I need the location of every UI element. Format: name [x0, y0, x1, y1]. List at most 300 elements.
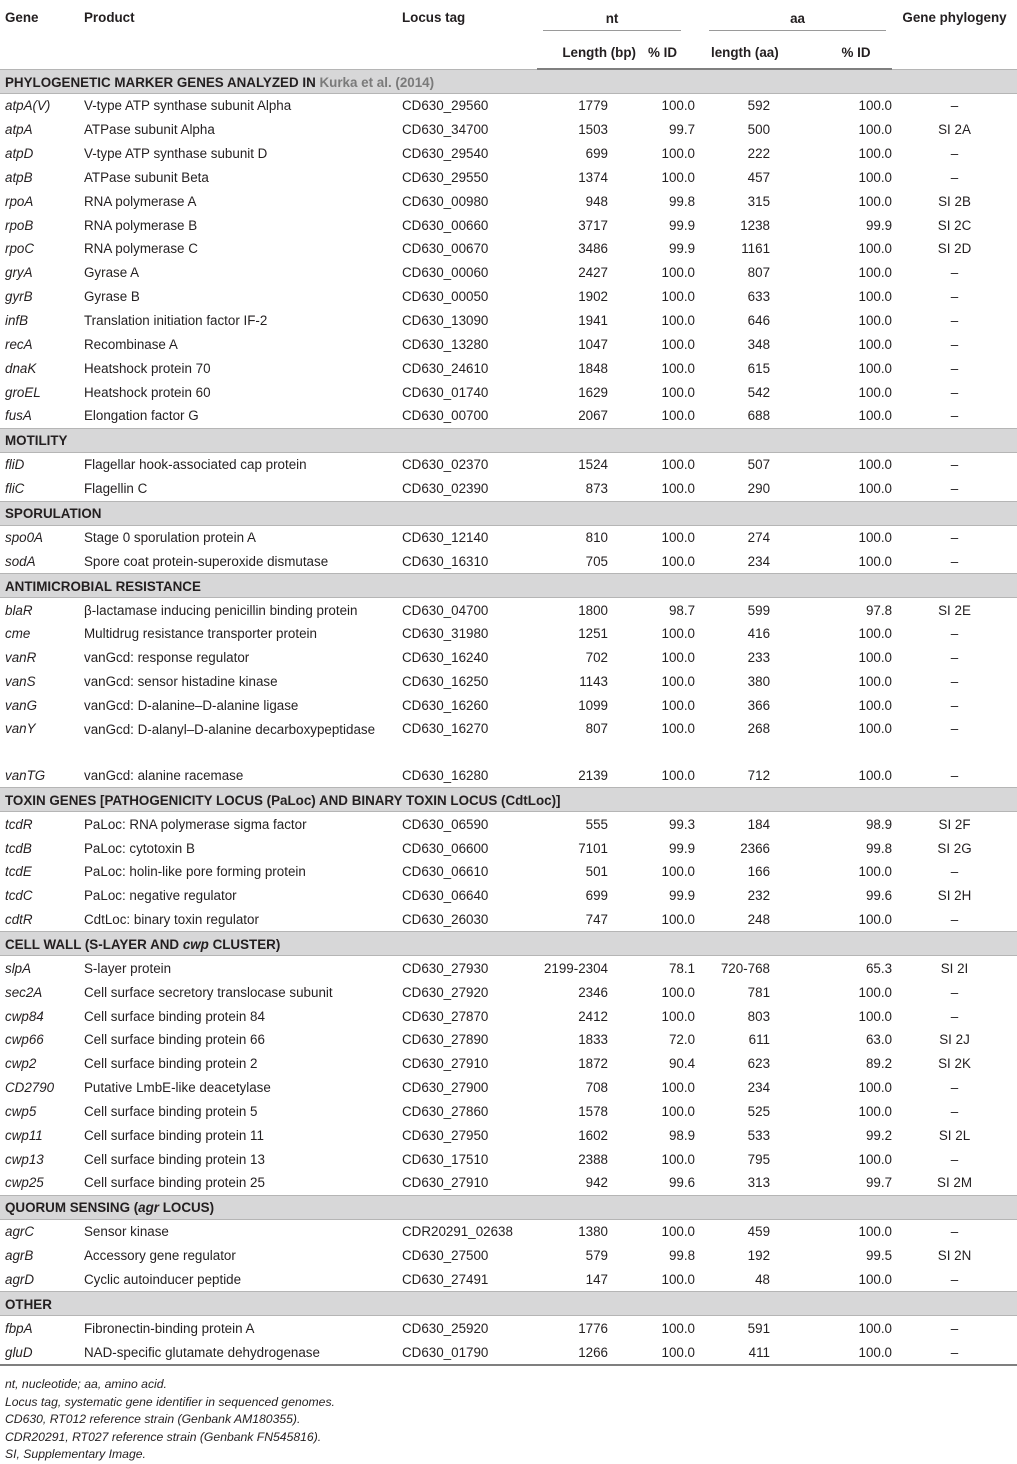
aa-id-cell: 100.0: [858, 1008, 893, 1024]
product-cell: PaLoc: negative regulator: [84, 888, 237, 904]
nt-id-cell: 100.0: [661, 1320, 696, 1336]
gene-cell: gluD: [0, 1340, 79, 1365]
section-title-italic: agr: [138, 1200, 160, 1216]
nt-id-cell: 99.9: [668, 888, 696, 904]
table-row: [0, 1004, 1017, 1028]
gene-phylogeny-cell: SI 2B: [938, 193, 971, 209]
gene-cell: tcdR: [5, 816, 33, 832]
nt-length-cell: 1902: [578, 289, 608, 305]
gene-cell: dnaK: [5, 360, 37, 376]
aa-id-cell: 99.8: [865, 840, 893, 856]
aa-length-cell: 411: [695, 1340, 820, 1365]
locus-tag-cell: CD630_16260: [402, 697, 489, 713]
nt-id-cell: 99.3: [668, 816, 696, 832]
table-row: [0, 908, 1017, 932]
table-row: [0, 189, 1017, 213]
aa-length-cell: 500: [747, 122, 771, 138]
product-cell: Gyrase B: [84, 289, 140, 305]
locus-tag-cell: CD630_27500: [402, 1248, 489, 1264]
nt-length-cell: 2412: [578, 1008, 608, 1024]
gene-phylogeny-cell: –: [950, 984, 959, 1000]
nt-id-cell: 99.8: [668, 1248, 696, 1264]
aa-id-cell: 100.0: [858, 169, 893, 185]
aa-id-cell: 100.0: [858, 674, 893, 690]
nt-id-cell: 99.9: [668, 217, 696, 233]
locus-tag-cell: CD630_00050: [402, 289, 489, 305]
gene-phylogeny-cell: –: [950, 408, 959, 424]
table-row: [0, 622, 1017, 646]
aa-length-cell: 313: [747, 1175, 771, 1191]
product-cell: β-lactamase inducing penicillin binding protein: [84, 602, 358, 618]
aa-length-cell: 290: [747, 481, 771, 497]
footnote: Locus tag, systematic gene identifier in sequenced genomes.: [5, 1394, 335, 1409]
gene-phylogeny-cell: –: [950, 529, 959, 545]
nt-length-cell: 1776: [578, 1320, 608, 1336]
gene-cell: vanR: [5, 650, 37, 666]
product-cell: Heatshock protein 60: [84, 384, 211, 400]
aa-id-cell: 100.0: [858, 241, 893, 257]
section-header: [0, 69, 1017, 94]
product-cell: Flagellar hook-associated cap protein: [84, 457, 307, 473]
nt-length-cell: 942: [585, 1175, 608, 1191]
aa-length-cell: 507: [747, 457, 771, 473]
aa-id-cell: 100.0: [858, 650, 893, 666]
aa-length-cell: 233: [747, 650, 771, 666]
table-row: [0, 332, 1017, 356]
nt-id-cell: 100.0: [642, 1340, 695, 1365]
locus-tag-cell: CD630_00670: [402, 241, 489, 257]
aa-id-cell: 100.0: [858, 122, 893, 138]
gene-cell: agrB: [5, 1248, 34, 1264]
nt-id-cell: 99.7: [668, 122, 696, 138]
product-cell: Cell surface binding protein 25: [84, 1175, 265, 1191]
section-header: [0, 788, 1017, 812]
nt-id-cell: 99.9: [668, 241, 696, 257]
table-row: [0, 836, 1017, 860]
aa-length-cell: 720-768: [720, 960, 771, 976]
gene-phylogeny-cell: –: [950, 384, 959, 400]
gene-cell: tcdB: [5, 840, 32, 856]
aa-length-cell: 599: [747, 602, 771, 618]
locus-tag-cell: CD630_01790: [397, 1340, 537, 1365]
gene-cell: sec2A: [5, 984, 43, 1000]
aa-id-cell: 99.5: [865, 1248, 893, 1264]
aa-id-cell: 100.0: [858, 313, 893, 329]
aa-id-cell: 100.0: [858, 1151, 893, 1167]
aa-length-cell: 184: [747, 816, 771, 832]
table-row: [0, 549, 1017, 573]
locus-tag-cell: CD630_16250: [402, 674, 489, 690]
locus-tag-cell: CD630_00660: [402, 217, 489, 233]
table-row: [0, 980, 1017, 1004]
nt-id-cell: 100.0: [661, 169, 696, 185]
aa-length-cell: 633: [747, 289, 771, 305]
nt-length-cell: 873: [585, 481, 608, 497]
gene-cell: cme: [5, 626, 31, 642]
gene-phylogeny-cell: –: [950, 912, 959, 928]
product-cell: Putative LmbE-like deacetylase: [84, 1080, 271, 1096]
header-product: Product: [84, 10, 135, 25]
aa-length-cell: 366: [747, 697, 771, 713]
product-cell: Recombinase A: [84, 336, 178, 352]
nt-id-cell: 100.0: [661, 146, 696, 162]
product-cell: Cell surface binding protein 66: [84, 1032, 265, 1048]
nt-id-cell: 100.0: [661, 697, 696, 713]
aa-length-cell: 688: [747, 408, 771, 424]
gene-cell: vanG: [5, 697, 38, 713]
aa-id-cell: 100.0: [858, 1080, 893, 1096]
nt-length-cell: 555: [585, 816, 608, 832]
nt-length-cell: 1800: [578, 602, 608, 618]
header-nt-id: % ID: [642, 36, 695, 69]
locus-tag-cell: CD630_06600: [402, 840, 489, 856]
aa-length-cell: 623: [747, 1056, 771, 1072]
locus-tag-cell: CD630_31980: [402, 626, 489, 642]
gene-phylogeny-cell: SI 2E: [938, 602, 971, 618]
locus-tag-cell: CD630_01740: [402, 384, 489, 400]
locus-tag-cell: CD630_12140: [402, 529, 489, 545]
gene-cell: blaR: [5, 602, 33, 618]
nt-length-cell: 1941: [578, 313, 608, 329]
product-cell: V-type ATP synthase subunit Alpha: [84, 98, 292, 114]
locus-tag-cell: CD630_27910: [402, 1175, 489, 1191]
aa-id-cell: 89.2: [865, 1056, 893, 1072]
gene-phylogeny-cell: SI 2H: [937, 888, 972, 904]
table-row: [0, 237, 1017, 261]
gene-phylogeny-cell: –: [950, 1080, 959, 1096]
footnote: SI, Supplementary Image.: [5, 1447, 146, 1462]
nt-length-cell: 2427: [578, 265, 608, 281]
gene-cell: atpA: [5, 122, 33, 138]
aa-length-cell: 2366: [740, 840, 771, 856]
aa-length-cell: 781: [747, 984, 771, 1000]
aa-id-cell: 100.0: [858, 721, 893, 737]
nt-id-cell: 99.9: [668, 840, 696, 856]
gene-phylogeny-cell: –: [950, 98, 959, 114]
aa-id-cell: 100.0: [858, 265, 893, 281]
product-cell: Cell surface binding protein 2: [84, 1056, 258, 1072]
gene-phylogeny-cell: –: [950, 1103, 959, 1119]
nt-id-cell: 100.0: [661, 721, 696, 737]
gene-phylogeny-cell: SI 2I: [940, 960, 969, 976]
aa-id-cell: 100.0: [858, 626, 893, 642]
table-row: [0, 285, 1017, 309]
aa-length-cell: 533: [747, 1127, 771, 1143]
nt-length-cell: 2388: [578, 1151, 608, 1167]
header-gene: Gene: [5, 10, 39, 25]
nt-id-cell: 98.7: [668, 602, 696, 618]
product-cell: Heatshock protein 70: [84, 360, 211, 376]
gene-cell: infB: [5, 313, 29, 329]
aa-id-cell: 100.0: [858, 1320, 893, 1336]
nt-id-cell: 100.0: [661, 360, 696, 376]
table-row: [0, 166, 1017, 190]
nt-id-cell: 100.0: [661, 98, 696, 114]
aa-length-cell: 611: [748, 1032, 771, 1048]
aa-length-cell: 234: [747, 1080, 771, 1096]
aa-id-cell: 100.0: [858, 481, 893, 497]
nt-length-cell: 147: [585, 1272, 608, 1288]
aa-id-cell: 99.6: [865, 888, 893, 904]
gene-cell: cwp2: [5, 1056, 37, 1072]
product-cell: Elongation factor G: [84, 408, 199, 424]
aa-length-cell: 795: [747, 1151, 771, 1167]
section-title: OTHER: [5, 1296, 52, 1312]
nt-length-cell: 1602: [578, 1127, 608, 1143]
locus-tag-cell: CD630_29550: [402, 169, 489, 185]
locus-tag-cell: CD630_27950: [402, 1127, 489, 1143]
nt-length-cell: 2139: [578, 767, 608, 783]
nt-length-cell: 2346: [578, 984, 608, 1000]
product-cell: Accessory gene regulator: [84, 1248, 236, 1264]
aa-id-cell: 100.0: [858, 289, 893, 305]
aa-id-cell: 100.0: [858, 408, 893, 424]
nt-length-cell: 1503: [578, 122, 608, 138]
header-nt: nt: [543, 11, 681, 31]
table-row: [0, 1171, 1017, 1195]
gene-cell: cwp11: [5, 1127, 43, 1143]
product-cell: vanGcd: sensor histadine kinase: [84, 674, 278, 690]
aa-id-cell: 100.0: [858, 864, 893, 880]
product-cell: vanGcd: D-alanyl–D-alanine decarboxypeptidase: [84, 722, 376, 738]
product-cell: RNA polymerase B: [84, 217, 198, 233]
gene-phylogeny-cell: SI 2L: [938, 1127, 971, 1143]
nt-length-cell: 1872: [578, 1056, 608, 1072]
nt-length-cell: 699: [585, 146, 608, 162]
nt-id-cell: 100.0: [661, 408, 696, 424]
aa-length-cell: 459: [747, 1224, 771, 1240]
aa-length-cell: 232: [747, 888, 771, 904]
footnote: CDR20291, RT027 reference strain (Genbank FN545816).: [5, 1429, 322, 1444]
nt-id-cell: 100.0: [661, 336, 696, 352]
gene-phylogeny-cell: –: [950, 265, 959, 281]
footnote: nt, nucleotide; aa, amino acid.: [5, 1377, 167, 1391]
nt-length-cell: 1251: [578, 626, 608, 642]
nt-id-cell: 90.4: [668, 1056, 696, 1072]
locus-tag-cell: CD630_27910: [402, 1056, 489, 1072]
aa-id-cell: 100.0: [858, 1272, 893, 1288]
section-header: [0, 932, 1017, 956]
nt-length-cell: 3486: [578, 241, 608, 257]
header-aa: aa: [709, 11, 886, 31]
gene-cell: cwp13: [5, 1151, 44, 1167]
gene-phylogeny-cell: –: [950, 457, 959, 473]
header-locus-tag: Locus tag: [402, 10, 466, 25]
aa-length-cell: 1161: [741, 241, 771, 257]
gene-cell: fusA: [5, 408, 32, 424]
nt-id-cell: 100.0: [661, 1151, 696, 1167]
aa-id-cell: 65.3: [865, 960, 893, 976]
table-row: [0, 763, 1017, 787]
gene-phylogeny-cell: –: [950, 721, 959, 737]
gene-phylogeny-cell: –: [950, 650, 959, 666]
nt-id-cell: 99.6: [668, 1175, 696, 1191]
table-row: [0, 717, 1017, 763]
nt-id-cell: 100.0: [661, 481, 696, 497]
gene-cell: gyrB: [5, 289, 33, 305]
section-title: TOXIN GENES [PATHOGENICITY LOCUS (PaLoc) AND BINARY TOXIN LOCUS (CdtLoc)]: [5, 792, 561, 808]
nt-id-cell: 100.0: [661, 265, 696, 281]
section-header: [0, 501, 1017, 525]
aa-id-cell: 100.0: [858, 767, 893, 783]
gene-phylogeny-cell: SI 2C: [937, 217, 972, 233]
gene-cell: fbpA: [5, 1320, 33, 1336]
locus-tag-cell: CD630_25920: [402, 1320, 489, 1336]
citation-link[interactable]: Kurka et al. (2014): [319, 74, 435, 90]
gene-phylogeny-cell: –: [950, 169, 959, 185]
nt-length-cell: 702: [585, 650, 608, 666]
aa-id-cell: 100.0: [858, 146, 893, 162]
aa-length-cell: 807: [747, 265, 771, 281]
section-header: [0, 1292, 1017, 1316]
locus-tag-cell: CD630_06590: [402, 816, 489, 832]
gene-phylogeny-cell: SI 2K: [938, 1056, 971, 1072]
gene-phylogeny-cell: –: [950, 626, 959, 642]
gene-cell: recA: [5, 336, 33, 352]
locus-tag-cell: CD630_16270: [402, 721, 489, 737]
gene-cell: slpA: [5, 960, 32, 976]
locus-tag-cell: CD630_27491: [402, 1272, 489, 1288]
product-cell: RNA polymerase A: [84, 193, 197, 209]
nt-id-cell: 100.0: [661, 626, 696, 642]
nt-length-cell: 948: [585, 193, 608, 209]
product-cell: Spore coat protein-superoxide dismutase: [84, 553, 329, 569]
nt-length-cell: 1099: [578, 697, 608, 713]
nt-id-cell: 72.0: [668, 1032, 696, 1048]
aa-id-cell: 100.0: [858, 193, 893, 209]
locus-tag-cell: CD630_27930: [402, 960, 489, 976]
product-cell: Cell surface binding protein 13: [84, 1151, 265, 1167]
nt-id-cell: 100.0: [661, 864, 696, 880]
product-cell: ATPase subunit Beta: [84, 169, 209, 185]
section-title-pre: CELL WALL (S-LAYER AND: [5, 936, 183, 952]
nt-length-cell: 708: [585, 1080, 608, 1096]
nt-id-cell: 100.0: [661, 984, 696, 1000]
gene-phylogeny-cell: SI 2D: [937, 241, 972, 257]
product-cell: Multidrug resistance transporter protein: [84, 626, 317, 642]
aa-length-cell: 234: [747, 553, 771, 569]
product-cell: Cell surface binding protein 11: [84, 1127, 264, 1143]
aa-id-cell: 99.9: [865, 217, 893, 233]
nt-id-cell: 100.0: [661, 767, 696, 783]
gene-cell: vanS: [5, 674, 36, 690]
aa-length-cell: 457: [747, 169, 771, 185]
locus-tag-cell: CD630_27920: [402, 984, 489, 1000]
gene-cell: fliC: [5, 481, 25, 497]
nt-length-cell: 1629: [578, 384, 608, 400]
locus-tag-cell: CD630_29560: [402, 98, 489, 114]
nt-length-cell: 1047: [578, 336, 608, 352]
product-cell: PaLoc: cytotoxin B: [84, 840, 195, 856]
nt-id-cell: 100.0: [661, 313, 696, 329]
aa-id-cell: 100.0: [858, 553, 893, 569]
gene-cell: tcdE: [5, 864, 32, 880]
header-aa-length: length (aa): [695, 36, 820, 69]
gene-phylogeny-cell: –: [950, 146, 959, 162]
gene-phylogeny-cell: –: [950, 1272, 959, 1288]
gene-phylogeny-cell: –: [950, 289, 959, 305]
product-cell: vanGcd: alanine racemase: [84, 767, 244, 783]
gene-cell: atpA(V): [5, 98, 51, 114]
gene-cell: vanTG: [5, 767, 46, 783]
table-row: [0, 1316, 1017, 1340]
section-title-pre: QUORUM SENSING (: [5, 1200, 139, 1216]
section-title: ANTIMICROBIAL RESISTANCE: [5, 578, 201, 594]
aa-length-cell: 1238: [740, 217, 771, 233]
aa-length-cell: 712: [747, 767, 771, 783]
aa-length-cell: 315: [747, 193, 771, 209]
table-row: [0, 598, 1017, 622]
nt-length-cell: 2199-2304: [543, 960, 608, 976]
table-row: [0, 142, 1017, 166]
gene-cell: rpoB: [5, 217, 34, 233]
section-title-italic: cwp: [182, 936, 209, 952]
nt-length-cell: 1848: [578, 360, 608, 376]
nt-length-cell: 1578: [578, 1103, 608, 1119]
nt-length-cell: 2067: [578, 408, 608, 424]
nt-id-cell: 100.0: [661, 1103, 696, 1119]
gene-phylogeny-cell: –: [950, 481, 959, 497]
table-header: [0, 0, 1017, 69]
gene-cell: cwp66: [5, 1032, 44, 1048]
nt-id-cell: 100.0: [661, 674, 696, 690]
gene-phylogeny-cell: SI 2N: [937, 1248, 972, 1264]
table-row: [0, 261, 1017, 285]
nt-id-cell: 99.8: [668, 193, 696, 209]
gene-phylogeny-cell: –: [950, 864, 959, 880]
gene-phylogeny-cell: –: [950, 1320, 959, 1336]
gene-phylogeny-cell: –: [950, 767, 959, 783]
header-gene-phylogeny: Gene phylogeny: [902, 10, 1007, 25]
nt-length-cell: 501: [585, 864, 608, 880]
aa-length-cell: 248: [747, 912, 771, 928]
table-row: [0, 356, 1017, 380]
aa-id-cell: 100.0: [858, 457, 893, 473]
gene-cell: rpoA: [5, 193, 34, 209]
section-title: MOTILITY: [5, 433, 68, 449]
table-row: [0, 309, 1017, 333]
aa-id-cell: 98.9: [865, 816, 893, 832]
gene-cell: fliD: [5, 457, 25, 473]
nt-id-cell: 100.0: [661, 650, 696, 666]
product-cell: Cell surface binding protein 5: [84, 1103, 258, 1119]
gene-cell: atpB: [5, 169, 33, 185]
nt-id-cell: 100.0: [661, 912, 696, 928]
table-row: [0, 1076, 1017, 1100]
table-row: [0, 1268, 1017, 1292]
aa-id-cell: 100.0: [858, 1224, 893, 1240]
locus-tag-cell: CD630_16240: [402, 650, 489, 666]
gene-cell: gryA: [5, 265, 33, 281]
nt-id-cell: 100.0: [661, 289, 696, 305]
table-row: [0, 1052, 1017, 1076]
product-cell: NAD-specific glutamate dehydrogenase: [79, 1340, 397, 1365]
product-cell: Stage 0 sporulation protein A: [84, 529, 256, 545]
locus-tag-cell: CD630_27900: [402, 1080, 489, 1096]
gene-phylogeny-cell: –: [950, 697, 959, 713]
gene-phylogeny-cell: –: [950, 313, 959, 329]
aa-length-cell: 615: [747, 360, 771, 376]
aa-length-cell: 48: [755, 1272, 771, 1288]
nt-length-cell: 1524: [578, 457, 608, 473]
locus-tag-cell: CD630_26030: [402, 912, 489, 928]
nt-length-cell: 1833: [578, 1032, 608, 1048]
product-cell: Translation initiation factor IF-2: [84, 313, 268, 329]
gene-phylogeny-cell: SI 2A: [938, 122, 971, 138]
table-row: [0, 1100, 1017, 1124]
nt-id-cell: 78.1: [668, 960, 696, 976]
locus-tag-cell: CD630_04700: [402, 602, 489, 618]
